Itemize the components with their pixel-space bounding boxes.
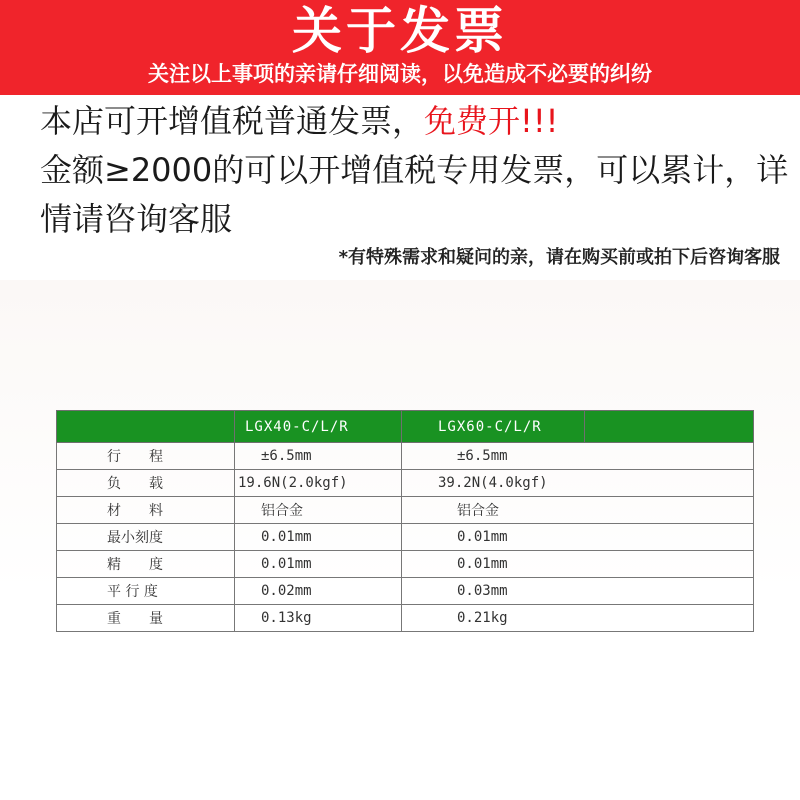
lgx60-value: 39.2N(4.0kgf) <box>402 470 585 497</box>
service-note: *有特殊需求和疑问的亲，请在购买前或拍下后咨询客服 <box>338 247 780 268</box>
lgx60-value: 0.03mm <box>402 578 585 605</box>
banner-subtitle: 关注以上事项的亲请仔细阅读，以免造成不必要的纠纷 <box>148 62 652 86</box>
row-label: 材 料 <box>57 497 235 524</box>
banner-title: 关于发票 <box>292 2 508 60</box>
lgx40-value: 铝合金 <box>235 497 402 524</box>
row-label: 最小刻度 <box>57 524 235 551</box>
row-label: 平 行 度 <box>57 578 235 605</box>
lgx60-value: 0.01mm <box>402 524 585 551</box>
lgx60-value: 0.01mm <box>402 551 585 578</box>
table-row <box>57 578 754 605</box>
table-row <box>57 605 754 632</box>
empty-cell <box>585 578 754 605</box>
empty-cell <box>585 605 754 632</box>
notice-line2: 金额≥2000的可以开增值税专用发票，可以累计，详情请咨询客服 <box>40 151 789 238</box>
table-row <box>57 470 754 497</box>
table-row <box>57 443 754 470</box>
lgx40-value: ±6.5mm <box>235 443 402 470</box>
spec-table-header <box>57 411 754 443</box>
lgx60-value: ±6.5mm <box>402 443 585 470</box>
empty-cell <box>585 470 754 497</box>
header-empty-cell <box>585 411 754 443</box>
spec-table <box>56 410 754 632</box>
lgx40-value: 0.02mm <box>235 578 402 605</box>
lgx40-value: 0.01mm <box>235 551 402 578</box>
lgx60-value: 0.21kg <box>402 605 585 632</box>
table-row <box>57 524 754 551</box>
empty-cell <box>585 497 754 524</box>
row-label: 负 载 <box>57 470 235 497</box>
row-label: 行 程 <box>57 443 235 470</box>
empty-cell <box>585 551 754 578</box>
table-row <box>57 551 754 578</box>
invoice-banner <box>0 0 800 95</box>
lgx40-value: 0.13kg <box>235 605 402 632</box>
row-label: 精 度 <box>57 551 235 578</box>
table-row <box>57 497 754 524</box>
empty-cell <box>585 524 754 551</box>
invoice-notice <box>40 97 790 244</box>
notice-free-highlight: 免费开!!! <box>424 102 559 140</box>
lgx40-value: 19.6N(2.0kgf) <box>235 470 402 497</box>
header-model-lgx60: LGX60-C/L/R <box>402 411 585 443</box>
header-label-cell <box>57 411 235 443</box>
notice-line1: 本店可开增值税普通发票， <box>40 102 425 140</box>
row-label: 重 量 <box>57 605 235 632</box>
lgx60-value: 铝合金 <box>402 497 585 524</box>
empty-cell <box>585 443 754 470</box>
header-model-lgx40: LGX40-C/L/R <box>235 411 402 443</box>
lgx40-value: 0.01mm <box>235 524 402 551</box>
